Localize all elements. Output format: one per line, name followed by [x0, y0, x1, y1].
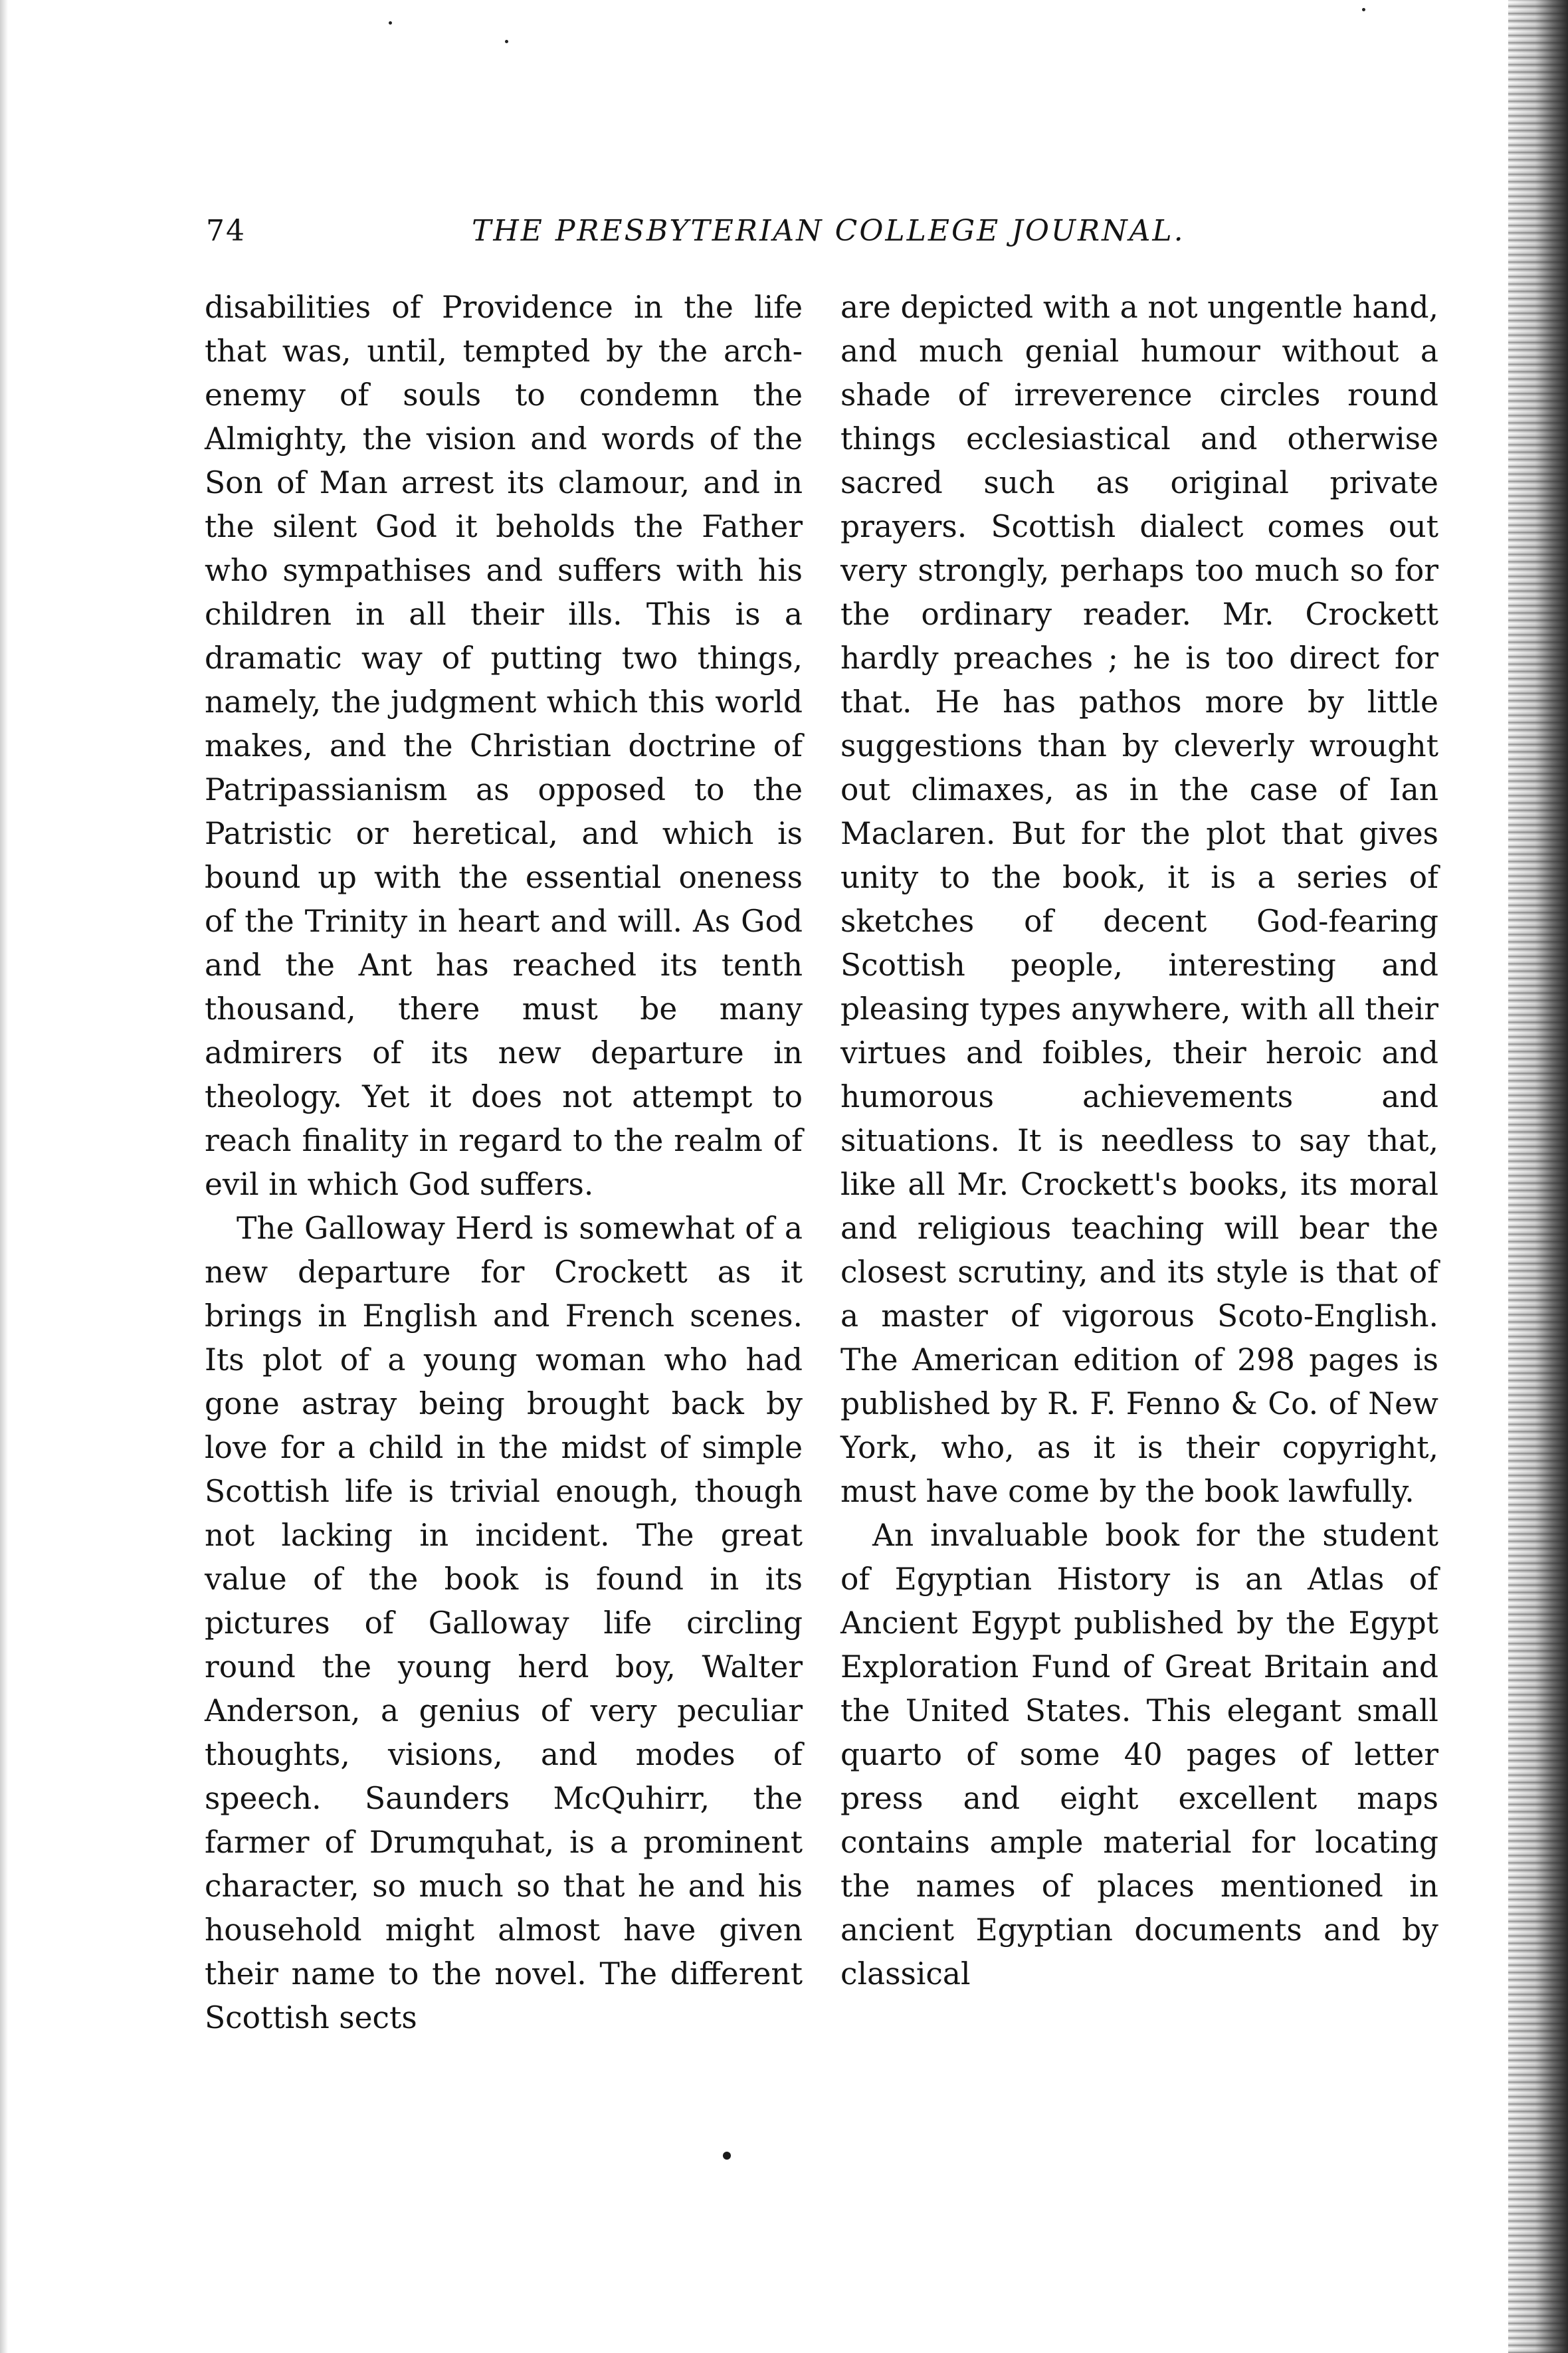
paragraph: are depicted with a not ungentle hand, and much genial humour without a shade of irreverence circles round things ecclesiastical and otherwise sacred such as original private prayers. Scottish dialect comes out very strongly, perhaps too much so for the ordinary reader. Mr. Crockett hardly preaches ; he is too direct for that. He has pathos more by little suggestions than by cleverly wrought out climaxes, as in the case of Ian Maclaren. But for the plot that gives unity to the book, it is a series of sketches of decent God-fearing Scottish people, interesting and pleasing types anywhere, with all their virtues and foibles, their heroic and humorous achievements and situations. It is needless to say that, like all Mr. Crockett's books, its moral and religious teaching will bear the closest scrutiny, and its style is that of a master of vigorous Scoto-English. The American edition of 298 pages is published by R. F. Fenno & Co. of New York, who, as it is their copyright, must have come by the book lawfully.	[840, 290, 1438, 1509]
paragraph: The Galloway Herd is somewhat of a new departure for Crockett as it brings in English and French scenes. Its plot of a young woman who had gone astray being brought back by love for a child in the midst of simple Scottish life is trivial enough, though not lacking in incident. The great value of the book is found in its pictures of Galloway life circling round the young herd boy, Walter Anderson, a genius of very peculiar thoughts, visions, and modes of speech. Saunders McQuhirr, the farmer of Drumquhat, is a prominent character, so much so that he and his household might almost have given their name to the novel. The different Scottish sects	[205, 1211, 803, 2035]
scan-speck	[505, 40, 508, 43]
paragraph: An invaluable book for the student of Egyptian History is an Atlas of Ancient Egypt published by the Egypt Exploration Fund of Great Britain and the United States. This elegant small quarto of some 40 pages of letter press and eight excellent maps contains ample material for locating the names of places mentioned in ancient Egyptian documents and by classical	[840, 1518, 1438, 1992]
scan-speck	[389, 21, 392, 25]
paragraph: disabilities of Providence in the life that was, until, tempted by the arch-enemy of souls to condemn the Almighty, the vision and words of the Son of Man arrest its clamour, and in the silent God it beholds the Father who sympathises and suffers with his children in all their ills. This is a dramatic way of putting two things, namely, the judgment which this world makes, and the Christian doctrine of Patripassianism as opposed to the Patristic or heretical, and which is bound up with the essential oneness of the Trinity in heart and will. As God and the Ant has reached its tenth thousand, there must be many admirers of its new departure in theology. Yet it does not attempt to reach finality in regard to the realm of evil in which God suffers.	[205, 290, 803, 1202]
page-left-edge-shadow	[0, 0, 8, 2353]
scan-speck	[1362, 8, 1365, 11]
page-header	[206, 214, 1448, 260]
page-number: 74	[206, 214, 246, 248]
left-column	[205, 286, 803, 2040]
footer-mark	[723, 2152, 731, 2160]
page-right-edge-scan-noise	[1508, 0, 1568, 2353]
right-column	[840, 286, 1438, 1996]
running-title: THE PRESBYTERIAN COLLEGE JOURNAL.	[472, 214, 1185, 248]
